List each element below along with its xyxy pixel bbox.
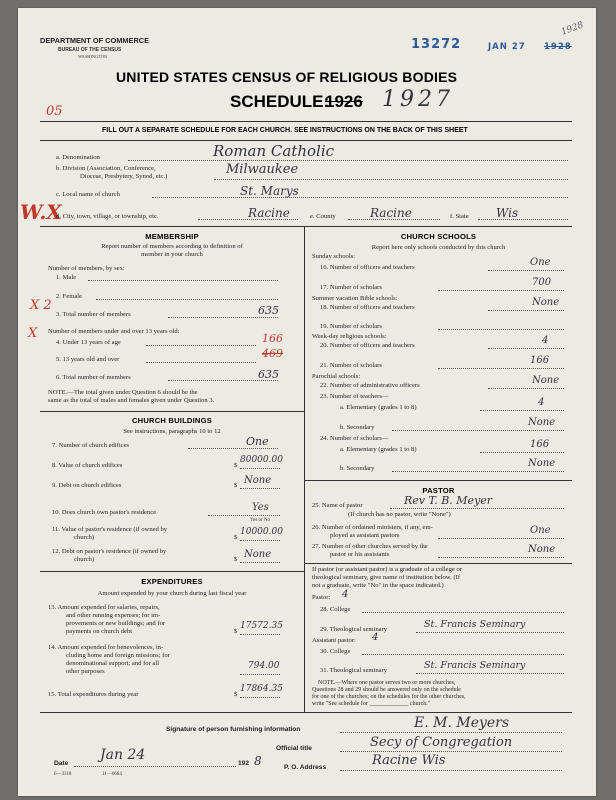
q10-line — [208, 515, 280, 516]
q15-dollar: $ — [234, 691, 238, 698]
date-label: Date — [54, 760, 69, 767]
q26-label-2: ployed as assistant pastors — [330, 532, 400, 539]
table-bottom-rule — [40, 712, 572, 713]
buildings-rule — [40, 571, 304, 572]
q9-debt-label: 9. Debt on church edifices — [52, 482, 122, 489]
red-check-mark: W.X — [20, 200, 62, 224]
q13-label-4: payments on church debt — [66, 628, 133, 635]
form-number: 6—3318 — [54, 772, 72, 777]
q15-label: 15. Total expenditures during year — [48, 691, 139, 698]
date-value: Jan 24 — [100, 747, 146, 763]
q21-line — [438, 368, 564, 369]
q12-value: None — [244, 549, 272, 560]
q22-value: None — [532, 375, 560, 386]
q27-label-2: pastor or his assistants — [330, 551, 390, 558]
buildings-sub: See instructions, paragraphs 10 to 12 — [123, 428, 221, 435]
membership-sub-2: member in your church — [141, 251, 203, 258]
schedule-year-written: 1927 — [382, 87, 454, 112]
pastor-note-3: for one of the churches; on the schedules for the other churches, — [312, 694, 466, 700]
state-value: Wis — [496, 206, 519, 220]
county-value: Racine — [370, 206, 412, 220]
local-name-value: St. Marys — [240, 184, 299, 198]
assistant-pastor-mark: 4 — [372, 632, 379, 643]
q30-line — [362, 654, 564, 655]
q3-total-label: 3. Total number of members — [56, 311, 131, 318]
q24-label: 24. Number of scholars— — [320, 435, 389, 442]
q1-line — [88, 280, 278, 281]
expenditures-sub: Amount expended by your church during last fiscal year — [97, 590, 247, 597]
q7-edifices-label: 7. Number of church edifices — [52, 442, 130, 449]
buildings-heading: CHURCH BUILDINGS — [132, 416, 212, 425]
official-title-label: Official title — [276, 745, 312, 752]
q27-value: None — [528, 544, 556, 555]
q15-line — [240, 697, 280, 698]
q14-label-2: cluding home and foreign missions; for — [66, 652, 170, 659]
stamp-year-struck: 1928 — [544, 42, 572, 52]
pastor-intro-rule — [305, 563, 572, 564]
q8-line — [240, 468, 280, 469]
q31-label: 31. Theological seminary — [320, 667, 388, 674]
q16-value: One — [530, 257, 551, 268]
q22-line — [488, 388, 564, 389]
denomination-line — [128, 160, 568, 161]
division-label-2: Diocese, Presbytery, Synod, etc.) — [80, 173, 168, 180]
q7-line — [188, 448, 278, 449]
yes-no-hint: Yes or No — [250, 518, 271, 523]
q21-value: 166 — [530, 355, 550, 366]
q10-value: Yes — [252, 502, 269, 513]
q24a-line — [480, 452, 564, 453]
date-line — [74, 766, 236, 767]
q4-line — [146, 345, 256, 346]
q9-value: None — [244, 475, 272, 486]
division-value: Milwaukee — [226, 162, 299, 177]
q26-line — [438, 538, 564, 539]
city-value: Racine — [248, 206, 290, 220]
q23a-label: a. Elementary (grades 1 to 8) — [340, 404, 417, 411]
column-divider — [304, 226, 305, 712]
signature-line — [340, 732, 562, 733]
q3-line — [168, 317, 278, 318]
local-name-line — [152, 197, 568, 198]
pastor-note-1: NOTE.—Where one pastor serves two or more churches, — [318, 680, 456, 686]
members-by-sex-label: Number of members, by sex: — [48, 265, 125, 272]
q23b-line — [392, 430, 564, 431]
q24b-line — [392, 471, 564, 472]
q24a-value: 166 — [530, 439, 550, 450]
q13-label-3: provements or new buildings; and for — [66, 620, 166, 627]
q6-value: 635 — [258, 368, 279, 381]
denomination-label: a. Denomination — [56, 154, 100, 161]
q25-value: Rev T. B. Meyer — [404, 494, 493, 507]
instruction-line: FILL OUT A SEPARATE SCHEDULE FOR EACH CHURCH. SEE INSTRUCTIONS ON THE BACK OF THIS SHEET — [102, 127, 468, 134]
q23b-label: b. Secondary — [340, 424, 375, 431]
q12-label-2: church) — [74, 556, 95, 563]
state-line — [478, 219, 568, 220]
q17-label: 17. Number of scholars — [320, 284, 382, 291]
pastor-note-4: write "See schedule for _____________ church." — [312, 701, 431, 707]
q30-label: 30. College — [320, 648, 351, 655]
q13-value: 17572.35 — [240, 621, 283, 631]
stamp-number: 13272 — [411, 37, 462, 52]
q20-line — [488, 348, 564, 349]
form-number-2: 11—6684 — [102, 772, 122, 777]
q28-line — [362, 612, 564, 613]
q25-line — [390, 508, 564, 509]
q31-line — [416, 673, 564, 674]
division-line — [214, 179, 568, 180]
q6-total-label: 6. Total number of members — [56, 374, 131, 381]
membership-note-2: same as the total of males and females given under Question 3. — [48, 397, 215, 404]
q9-dollar: $ — [234, 482, 238, 489]
q23-label: 23. Number of teachers— — [320, 393, 389, 400]
q14-line — [240, 674, 280, 675]
q26-label-1: 26. Number of ordained ministers, if any, em- — [312, 524, 433, 531]
q18-value: None — [532, 297, 560, 308]
q11-dollar: $ — [234, 534, 238, 541]
pastor-heading: PASTOR — [422, 486, 455, 495]
county-line — [348, 219, 440, 220]
bureau-label: BUREAU OF THE CENSUS — [58, 47, 122, 53]
q16-label: 16. Number of officers and teachers — [320, 264, 415, 271]
department-label: DEPARTMENT OF COMMERCE — [40, 36, 150, 45]
schools-rule — [305, 480, 572, 481]
q8-value: 80000.00 — [240, 455, 283, 465]
q13-line — [240, 634, 280, 635]
city-label: WASHINGTON — [78, 54, 108, 59]
q29-line — [416, 632, 564, 633]
q11-label-1: 11. Value of pastor's residence (if owned by — [52, 526, 168, 533]
stamp-date: JAN 27 — [488, 42, 526, 52]
schools-sub: Report here only schools conducted by this church — [371, 244, 506, 251]
q11-label-2: church) — [74, 534, 95, 541]
q17-value: 700 — [532, 277, 552, 288]
q27-line — [438, 557, 564, 558]
q24b-value: None — [528, 458, 556, 469]
date-year-written: 8 — [254, 754, 262, 768]
q29-value: St. Francis Seminary — [424, 619, 526, 630]
red-x-mark-1: X 2 — [30, 298, 52, 313]
q16-line — [488, 270, 564, 271]
summer-schools-label: Summer vacation Bible schools: — [312, 295, 398, 302]
census-schedule-sheet — [18, 8, 596, 796]
q4-under-13-label: 4. Under 13 years of age — [56, 339, 121, 346]
q5-over-13-label: 5. 13 years old and over — [56, 356, 120, 363]
q21-label: 21. Number of scholars — [320, 362, 382, 369]
date-year-printed: 192 — [238, 760, 250, 767]
po-address-value: Racine Wis — [372, 753, 446, 768]
q29-label: 29. Theological seminary — [320, 626, 388, 633]
state-label: f. State — [450, 213, 469, 220]
q20-value: 4 — [542, 335, 549, 346]
q14-label-1: 14. Amount expended for benevolences, in- — [48, 644, 164, 651]
po-address-line — [340, 770, 562, 771]
pastor-label: Pastor: — [312, 594, 331, 601]
city-line — [198, 219, 298, 220]
q28-label: 28. College — [320, 606, 351, 613]
q15-value: 17864.35 — [240, 684, 283, 694]
form-title: UNITED STATES CENSUS OF RELIGIOUS BODIES — [116, 69, 458, 85]
q22-label: 22. Number of administrative officers — [320, 382, 420, 389]
q23a-line — [480, 410, 564, 411]
q8-dollar: $ — [234, 462, 238, 469]
signature-label: Signature of person furnishing information — [166, 726, 301, 733]
denomination-value: Roman Catholic — [213, 142, 335, 160]
county-label: e. County — [310, 213, 336, 220]
schedule-label: SCHEDULE: — [230, 92, 330, 111]
q3-value: 635 — [258, 304, 279, 317]
pastor-intro-1: If pastor (or assistant pastor) is a graduate of a college or — [312, 566, 462, 573]
q12-label-1: 12. Debt on pastor's residence (if owned by — [52, 548, 167, 555]
q24b-label: b. Secondary — [340, 465, 375, 472]
official-title-line — [340, 751, 562, 752]
q12-dollar: $ — [234, 556, 238, 563]
pastor-intro-2: theological seminary, give name of institution below. (If — [312, 574, 461, 581]
pastor-intro-3: not a graduate, write "No" in the space indicated.) — [312, 582, 444, 589]
q2-female-label: 2. Female — [56, 293, 83, 300]
city-label: d. City, town, village, or township, etc. — [56, 213, 159, 220]
q5-line — [146, 362, 256, 363]
membership-sub-1: Report number of members according to definition of — [101, 243, 243, 250]
header-rule — [40, 121, 572, 122]
q2-line — [96, 299, 278, 300]
q26-value: One — [530, 525, 551, 536]
q17-line — [438, 290, 564, 291]
membership-heading: MEMBERSHIP — [145, 232, 199, 241]
margin-mark: 05 — [46, 104, 63, 119]
q20-label: 20. Number of officers and teachers — [320, 342, 415, 349]
local-name-label: c. Local name of church — [56, 191, 120, 198]
table-top-rule — [40, 226, 572, 227]
q14-value: 794.00 — [248, 661, 280, 671]
parochial-schools-label: Parochial schools: — [312, 373, 361, 380]
q14-label-4: other purposes — [66, 668, 105, 675]
q19-line — [438, 329, 564, 330]
weekday-schools-label: Week-day religious schools: — [312, 333, 387, 340]
q4-value: 166 — [262, 332, 283, 345]
q12-line — [240, 562, 280, 563]
pastor-mark: 4 — [342, 589, 349, 600]
schedule-year-printed: 1926 — [325, 92, 363, 111]
q8-value-label: 8. Value of church edifices — [52, 462, 123, 469]
po-address-label: P. O. Address — [284, 764, 327, 771]
q14-label-3: denominational support; and for all — [66, 660, 160, 667]
q13-dollar: $ — [234, 628, 238, 635]
q13-label-2: and other running expenses; for im- — [66, 612, 161, 619]
expenditures-heading: EXPENDITURES — [141, 577, 203, 586]
q27-label-1: 27. Number of other churches served by the — [312, 543, 428, 550]
sunday-schools-label: Sunday schools: — [312, 253, 356, 260]
pastor-note-2: Questions 28 and 29 should be answered only on the schedule — [312, 687, 461, 693]
q25-note: (If church has no pastor, write "None") — [348, 511, 451, 518]
q5-value: 469 — [262, 347, 283, 360]
q18-line — [488, 310, 564, 311]
red-x-mark-2: X — [28, 326, 38, 341]
membership-note-1: NOTE.—The total given under Question 6 should be the — [48, 389, 198, 396]
q7-value: One — [246, 435, 269, 448]
q11-value: 10000.00 — [240, 527, 283, 537]
instruction-rule — [40, 140, 572, 141]
q10-residence-label: 10. Does church own pastor's residence — [52, 509, 157, 516]
q19-label: 19. Number of scholars — [320, 323, 382, 330]
q24a-label: a. Elementary (grades 1 to 8) — [340, 446, 417, 453]
membership-rule — [40, 411, 304, 412]
q18-label: 18. Number of officers and teachers — [320, 304, 415, 311]
division-label: b. Division (Association, Conference, — [56, 165, 156, 172]
q13-label-1: 13. Amount expended for salaries, repairs, — [48, 604, 160, 611]
q23b-value: None — [528, 417, 556, 428]
q31-value: St. Francis Seminary — [424, 660, 526, 671]
assistant-pastor-label: Assistant pastor: — [312, 637, 356, 644]
members-by-age-label: Number of members under and over 13 years old: — [48, 328, 180, 335]
signature-value: E. M. Meyers — [414, 715, 510, 731]
q9-line — [240, 488, 280, 489]
q25-label: 25. Name of pastor — [312, 502, 363, 509]
q23a-value: 4 — [538, 397, 545, 408]
q1-male-label: 1. Male — [56, 274, 77, 281]
schools-heading: CHURCH SCHOOLS — [400, 232, 477, 241]
pencil-year: 1928 — [559, 20, 585, 38]
q11-line — [240, 540, 280, 541]
official-title-value: Secy of Congregation — [370, 735, 513, 750]
